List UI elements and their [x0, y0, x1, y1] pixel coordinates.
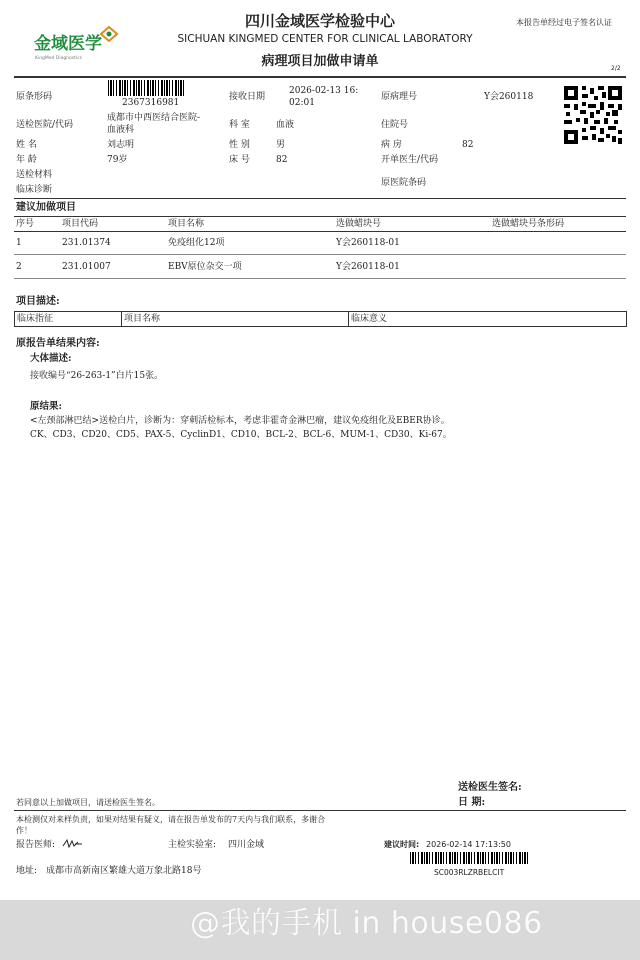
receive-date-line1: 2026-02-13 16:: [289, 86, 359, 96]
sample-barcode: [108, 80, 186, 96]
items-title-line: [14, 216, 626, 217]
gross-title: 大体描述:: [30, 353, 72, 364]
material-label: 送检材料: [16, 170, 53, 180]
qr-code: [564, 86, 622, 144]
suggest-time-label: 建议时间:: [384, 840, 420, 849]
bed: 82: [276, 155, 288, 165]
center-title: 四川金域医学检验中心: [244, 12, 395, 30]
sign-label: 送检医生签名:: [458, 782, 522, 793]
col-name: 项目名称: [168, 219, 205, 229]
desc-title: 项目描述:: [16, 296, 60, 307]
orig-barcode-label: 原医院条码: [381, 178, 427, 188]
lab-label: 主检实验室:: [168, 840, 217, 850]
gross-text: 接收编号“26-263-1”白片15张。: [30, 371, 164, 381]
footer-divider: [14, 810, 626, 811]
disclaimer-line2: 作！: [16, 826, 32, 835]
age-label: 年 龄: [16, 155, 37, 165]
hospital-line1: 成都市中西医结合医院-: [107, 113, 201, 123]
inpatient-no-label: 住院号: [381, 120, 409, 130]
row-no: 2: [16, 262, 22, 272]
row-divider: [14, 254, 626, 255]
center-title-en: SICHUAN KINGMED CENTER FOR CLINICAL LABORATORY: [177, 33, 473, 45]
barcode-label: 原条形码: [16, 92, 53, 102]
receive-date-line2: 02:01: [289, 98, 315, 108]
hospital-line2: 血液科: [107, 125, 135, 135]
bed-label: 床 号: [229, 155, 250, 165]
patient-age: 79岁: [107, 155, 128, 165]
disclaimer-line1: 本检测仅对来样负责，如果对结果有疑义，请在报告单发布的7天内与我们联系，多谢合: [16, 815, 326, 824]
patient-name: 刘志明: [107, 140, 135, 150]
row-no: 1: [16, 238, 22, 248]
reporter-signature: [62, 838, 84, 850]
date-label: 日 期:: [458, 797, 486, 808]
items-section-title: 建议加做项目: [16, 202, 76, 213]
desc-col-meaning: 临床意义: [351, 314, 388, 324]
items-bottom-line: [14, 278, 626, 279]
header-divider: [14, 76, 626, 78]
row-name: EBV原位杂交一项: [168, 262, 242, 272]
result-line2: CK、CD3、CD20、CD5、PAX-5、CyclinD1、CD10、BCL-2、BCL-6、MUM-1、CD30、Ki-67。: [30, 430, 452, 440]
sex-label: 性 别: [229, 140, 250, 150]
ward: 82: [462, 140, 474, 150]
patient-sex: 男: [276, 140, 286, 150]
report-barcode-text: SC003RLZRBELCIT: [434, 868, 505, 877]
items-top-line: [14, 198, 626, 199]
barcode-number: 2367316981: [122, 98, 180, 108]
hospital-label: 送检医院/代码: [16, 120, 74, 130]
page-number: 2/2: [611, 65, 621, 72]
desc-col-item: 项目名称: [124, 314, 161, 324]
pathology-no: Y会260118: [484, 92, 534, 102]
col-block-barcode: 选做蜡块号条形码: [492, 219, 565, 229]
auth-note: 本报告单经过电子签名认证: [516, 18, 612, 27]
receive-date-label: 接收日期: [229, 92, 266, 102]
col-block: 选做蜡块号: [336, 219, 382, 229]
address: 成都市高新南区繁雄大道万象北路18号: [46, 866, 202, 876]
row-code: 231.01007: [62, 262, 111, 272]
row-block: Y会260118-01: [336, 238, 400, 248]
logo-text: 金域医学: [34, 34, 102, 54]
ward-label: 病 房: [381, 140, 402, 150]
row-block: Y会260118-01: [336, 262, 400, 272]
doctor-label: 开单医生/代码: [381, 155, 439, 165]
lab-name: 四川金域: [228, 840, 265, 850]
orig-title: 原报告单结果内容:: [16, 338, 100, 349]
logo-subtext: KingMed Diagnostics: [35, 56, 82, 61]
reporter-label: 报告医师:: [16, 840, 56, 850]
items-header-line: [14, 231, 626, 232]
suggest-time: 2026-02-14 17:13:50: [426, 840, 511, 849]
name-label: 姓 名: [16, 140, 37, 150]
row-code: 231.01374: [62, 238, 111, 248]
result-line1: <左颈部淋巴结>送检白片，诊断为：穿刺活检标本，考虑非霍奇金淋巴瘤，建议免疫组化及EBER协诊。: [30, 416, 450, 426]
consent-note: 若同意以上加做项目，请送检医生签名。: [16, 798, 160, 807]
address-label: 地址:: [16, 866, 38, 876]
desc-col-indication: 临床指征: [17, 314, 54, 324]
department: 血液: [276, 120, 295, 130]
department-label: 科 室: [229, 120, 250, 130]
screenshot-watermark: @我的手机 in house086: [190, 906, 543, 941]
desc-table: [14, 311, 627, 327]
pathology-no-label: 原病理号: [381, 92, 418, 102]
report-barcode: [410, 852, 530, 864]
col-code: 项目代码: [62, 219, 99, 229]
form-title: 病理项目加做申请单: [261, 54, 379, 69]
result-title: 原结果:: [30, 401, 63, 412]
row-name: 免疫组化12项: [168, 238, 225, 248]
col-no: 序号: [16, 219, 35, 229]
diagnosis-label: 临床诊断: [16, 185, 53, 195]
